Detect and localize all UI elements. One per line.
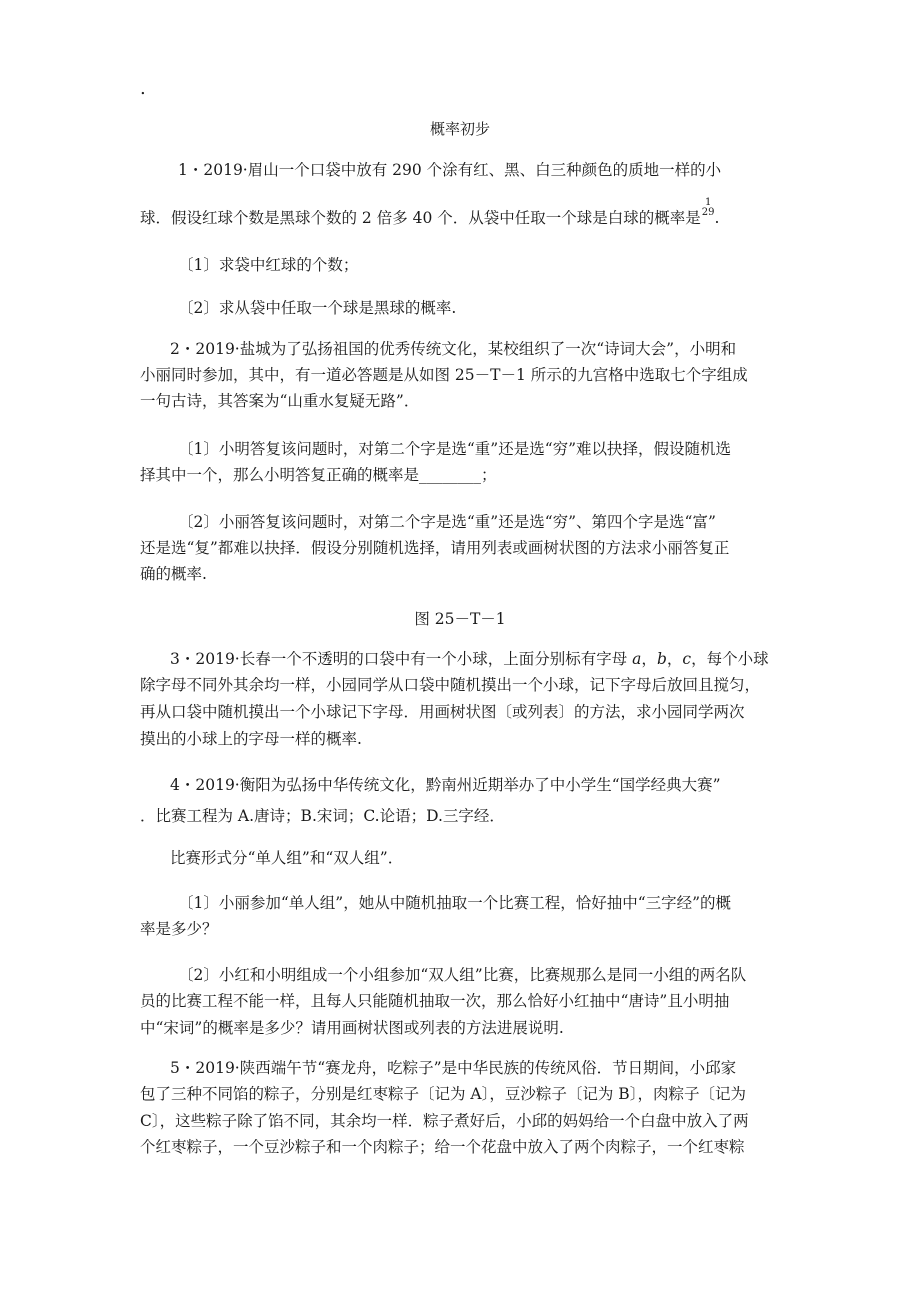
q2-part-1-line-2: 择其中一个，那么小明答复正确的概率是________； (140, 466, 497, 484)
q1-line-1: 1・2019·眉山一个口袋中放有 290 个涂有红、黑、白三种颜色的质地一样的小 (178, 161, 722, 179)
page-dot: . (140, 78, 146, 99)
q5-line-3: C〕，这些粽子除了馅不同，其余均一样．粽子煮好后，小邱的妈妈给一个白盘中放入了两 (140, 1112, 749, 1130)
q1-part-2: 〔2〕求从袋中任取一个球是黑球的概率. (178, 299, 457, 317)
q2-part-1-line-1: 〔1〕小明答复该问题时，对第二个字是选“重”还是选“穷”难以抉择，假设随机选 (178, 440, 732, 458)
var-b: b (656, 650, 667, 668)
q4-part-1-line-2: 率是多少？ (140, 920, 218, 938)
q4-line-3: 比赛形式分“单人组”和“双人组”． (170, 849, 404, 867)
q4-line-1: 4・2019·衡阳为弘扬中华传统文化，黔南州近期举办了中小学生“国学经典大赛” (170, 776, 721, 794)
q3-line-2: 除字母不同外其余均一样，小园同学从口袋中随机摸出一个小球，记下字母后放回且搅匀， (140, 676, 761, 694)
q2-line-1: 2・2019·盐城为了弘扬祖国的优秀传统文化，某校组织了一次“诗词大会”，小明和 (170, 340, 737, 358)
fraction-one-29: 1 29 (701, 197, 715, 218)
figure-caption: 图 25－T－1 (414, 610, 506, 628)
q1-part-1: 〔1〕求袋中红球的个数； (178, 256, 359, 274)
q3-line-3: 再从口袋中随机摸出一个小球记下字母．用画树状图〔或列表〕的方法，求小园同学两次 (140, 703, 745, 721)
q2-part-2-line-2: 还是选“复”都难以抉择．假设分别随机选择，请用列表或画树状图的方法求小丽答复正 (140, 539, 730, 557)
var-a: a (632, 650, 642, 668)
page-title: 概率初步 (429, 120, 490, 138)
q1-line-2: 球．假设红球个数是黑球个数的 2 倍多 40 个．从袋中任取一个球是白球的概率是 1 29 . (140, 197, 720, 227)
q4-part-2-line-3: 中“宋词”的概率是多少？请用画树状图或列表的方法进展说明. (140, 1019, 564, 1037)
q3-line-1: 3・2019·长春一个不透明的口袋中有一个小球，上面分别标有字母 a，b，c，每个小球 (170, 650, 769, 668)
q5-line-2: 包了三种不同馅的粽子，分别是红枣粽子〔记为 A〕，豆沙粽子〔记为 B〕，肉粽子〔记为 (140, 1085, 746, 1103)
q2-line-3: 一句古诗，其答案为“山重水复疑无路”． (140, 392, 420, 410)
q5-line-4: 个红枣粽子，一个豆沙粽子和一个肉粽子；给一个花盘中放入了两个肉粽子，一个红枣粽 (140, 1138, 745, 1156)
var-c: c (682, 650, 692, 668)
q4-part-2-line-1: 〔2〕小红和小明组成一个小组参加“双人组”比赛，比赛规那么是同一小组的两名队 (178, 966, 747, 984)
q4-part-2-line-2: 员的比赛工程不能一样，且每人只能随机抽取一次，那么恰好小红抽中“唐诗”且小明抽 (140, 992, 730, 1010)
q5-line-1: 5・2019·陕西端午节“赛龙舟，吃粽子”是中华民族的传统风俗．节日期间，小邱家 (170, 1059, 737, 1077)
q2-line-2: 小丽同时参加，其中，有一道必答题是从如图 25－T－1 所示的九宫格中选取七个字组成 (140, 366, 748, 384)
q3-line-4: 摸出的小球上的字母一样的概率. (140, 730, 362, 748)
q2-part-2-line-1: 〔2〕小丽答复该问题时，对第二个字是选“重”还是选“穷”、第四个字是选“富” (178, 513, 716, 531)
q4-part-1-line-1: 〔1〕小丽参加“单人组”，她从中随机抽取一个比赛工程，恰好抽中“三字经”的概 (178, 894, 732, 912)
q4-line-2: ．比赛工程为 A.唐诗；B.宋词；C.论语；D.三字经． (140, 807, 505, 825)
q2-part-2-line-3: 确的概率. (140, 565, 207, 583)
